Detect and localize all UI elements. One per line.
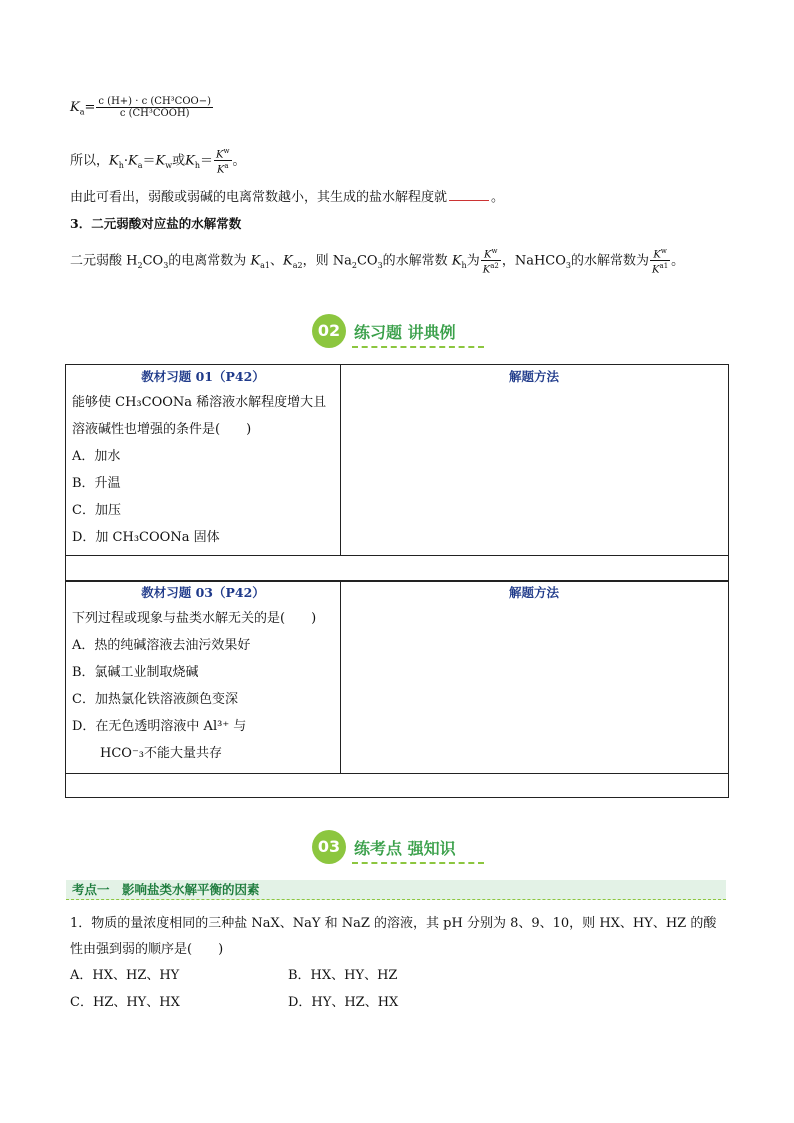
ka1-sup: a1 <box>659 262 669 271</box>
ka-numerator: c (H+) · c (CH³COO−) <box>98 96 212 107</box>
text-g: 的水解常数 <box>382 253 448 269</box>
ka-formula: $K_a=$ $\frac{\text{c (H+) · c (CH³COO−)}}{\text{c (CH³COOH)}}$ <box>70 96 212 119</box>
ka-denominator: c (CH³COOH) <box>119 108 190 119</box>
option-d[interactable]: D．加 CH₃COONa 固体 <box>72 530 220 545</box>
exercise-table-2 <box>65 580 729 798</box>
exercise-table-1 <box>65 364 729 582</box>
problem-1-line-2: 性由强到弱的顺序是( ) <box>70 942 224 957</box>
kw-over-ka-fraction: $\frac{K^w}{K^a}$ <box>216 147 230 176</box>
period: 。 <box>491 190 505 205</box>
text-f: CO <box>356 253 378 269</box>
key-point-bar: 考点一 影响盐类水解平衡的因素 <box>66 880 726 900</box>
option-b[interactable]: B．氯碱工业制取烧碱 <box>72 665 199 680</box>
exercise-header: 教材习题 01（P42） <box>141 369 265 384</box>
text-k: 。 <box>671 253 685 269</box>
ka-symbol: K <box>70 100 80 115</box>
kw-over-ka1-fraction: $\frac{K^w}{K^{a1}}$ <box>652 247 669 276</box>
column-divider <box>340 581 341 773</box>
text-b: CO <box>142 253 164 269</box>
section-badge: 03 <box>312 830 346 864</box>
ka-subscript: a <box>79 107 85 117</box>
option-c[interactable]: C．加热氯化铁溶液颜色变深 <box>72 692 238 707</box>
section-badge: 02 <box>312 314 346 348</box>
problem-1-option-c[interactable]: C．HZ、HY、HX <box>70 995 180 1010</box>
question-line-1: 能够使 CH₃COONa 稀溶液水解程度增大且 <box>72 395 327 410</box>
conclusion-text: 由此可看出，弱酸或弱碱的电离常数越小，其生成的盐水解程度就 <box>70 190 448 205</box>
period: 。 <box>232 153 246 169</box>
ka2-sup: a2 <box>490 262 499 271</box>
section-03-header <box>312 828 512 866</box>
section-02-header <box>312 312 512 350</box>
section-underline <box>352 862 484 864</box>
row-divider <box>66 555 728 556</box>
fill-blank[interactable] <box>449 188 489 201</box>
problem-1-option-d[interactable]: D．HY、HZ、HX <box>288 995 399 1010</box>
problem-1-option-a[interactable]: A．HX、HZ、HY <box>70 968 180 983</box>
section-title: 练考点 强知识 <box>354 839 456 858</box>
option-c[interactable]: C．加压 <box>72 503 121 518</box>
text-i: ，NaHCO <box>501 253 566 269</box>
text-c: 的电离常数为 <box>168 253 247 269</box>
option-d-continued: HCO⁻₃不能大量共存 <box>100 746 223 761</box>
text-j: 的水解常数为 <box>571 253 650 269</box>
heading-3: 3．二元弱酸对应盐的水解常数 <box>70 216 242 231</box>
kh-relation-line: 所以，$K_h\cdot K_a=K_w$或$K_h=$ $\frac{K^w}{K^a}$ 。 <box>70 147 246 176</box>
option-a[interactable]: A．加水 <box>72 449 121 464</box>
or-text: 或 <box>172 153 186 169</box>
question-line-2: 溶液碱性也增强的条件是( ) <box>72 422 252 437</box>
text-h: 为 <box>466 253 480 269</box>
option-b[interactable]: B．升温 <box>72 476 121 491</box>
ka-fraction <box>96 96 213 119</box>
text-d: 、 <box>270 253 284 269</box>
diprotic-line: 二元弱酸 $H_2CO_3$的电离常数为 $K_{a1}$、$K_{a2}$，则 $Na_2CO_3$的水解常数 $K_h$为 $\frac{K^w}{K^{a2}}$ ，NaHCO$_3$的水解常数为 $\frac{K^w}{K^{a1}}$ 。 <box>70 247 685 276</box>
section-title: 练习题 讲典例 <box>354 323 456 342</box>
problem-1-line-1: 1．物质的量浓度相同的三种盐 NaX、NaY 和 NaZ 的溶液，其 pH 分别为 8、9、10，则 HX、HY、HZ 的酸 <box>70 916 717 931</box>
text-e: ，则 Na <box>302 253 352 269</box>
so-text: 所以， <box>70 153 110 169</box>
section-underline <box>352 346 484 348</box>
exercise-header: 教材习题 03（P42） <box>141 585 265 600</box>
kw-over-ka2-fraction: $\frac{K^w}{K^{a2}}$ <box>482 247 499 276</box>
conclusion-line <box>70 186 504 205</box>
row-divider <box>66 773 728 774</box>
method-header: 解题方法 <box>508 369 559 384</box>
problem-1-option-b[interactable]: B．HX、HY、HZ <box>288 968 398 983</box>
method-header: 解题方法 <box>508 585 559 600</box>
option-d[interactable]: D．在无色透明溶液中 Al³⁺ 与 <box>72 719 247 734</box>
question-line-1: 下列过程或现象与盐类水解无关的是( ) <box>72 611 317 626</box>
option-a[interactable]: A．热的纯碱溶液去油污效果好 <box>72 638 251 653</box>
text-a: 二元弱酸 H <box>70 253 138 269</box>
column-divider <box>340 365 341 555</box>
